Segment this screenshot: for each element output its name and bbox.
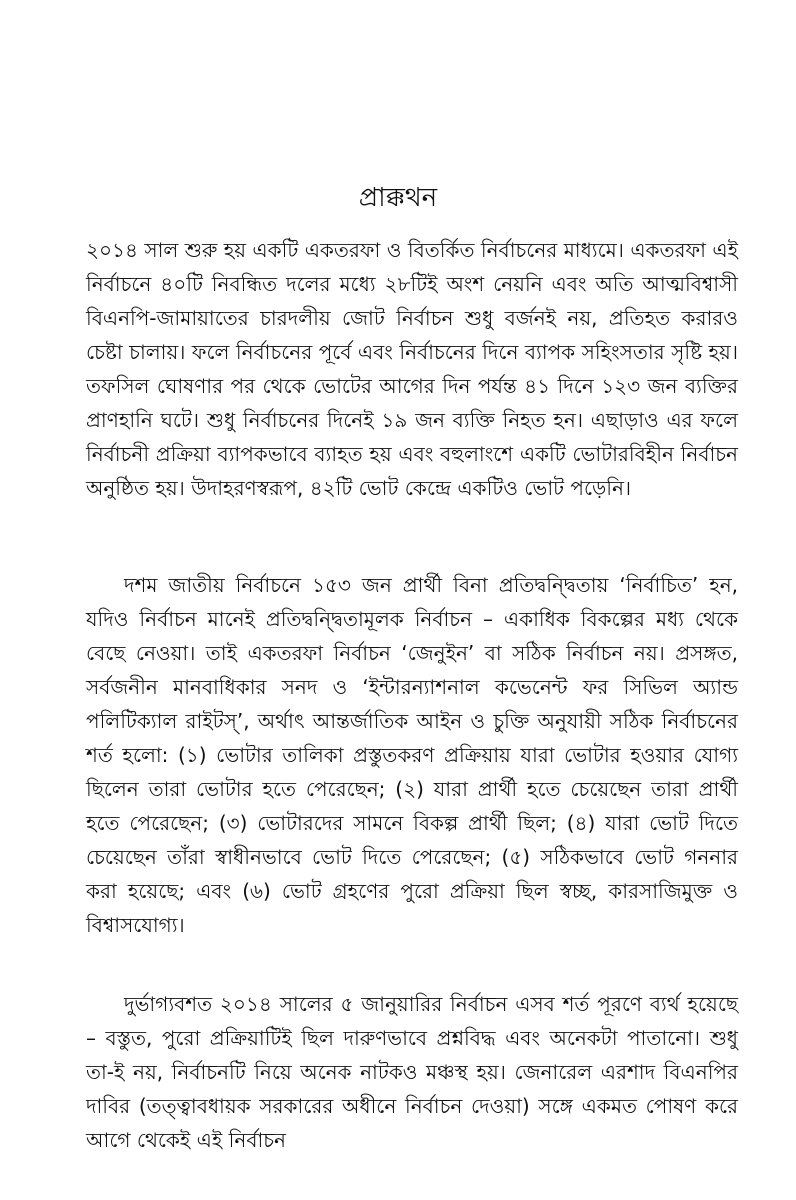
page-title: প্রাক্কথন bbox=[358, 183, 438, 213]
paragraph-1: ২০১৪ সাল শুরু হয় একটি একতরফা ও বিতর্কিত নির্বাচনের মাধ্যমে। একতরফা এই নির্বাচনে ৪০টি নিবন্ধিত দলের মধ্যে ২৮টিই অংশ নেয়নি এবং অতি আত্মবিশ্বাসী বিএনপি-জামায়াতের চারদলীয় জোট নির্বাচন শুধু বর্জনই নয়, প্রতিহত করারও চেষ্টা চালায়। ফলে নির্বাচনের পূর্বে এবং নির্বাচনের দিনে ব্যাপক সহিংসতার সৃষ্টি হয়। তফসিল ঘোষণার পর থেকে ভোটের আগের দিন পর্যন্ত ৪১ দিনে ১২৩ জন ব্যক্তির প্রাণহানি ঘটে। শুধু নির্বাচনের দিনেই ১৯ জন ব্যক্তি নিহত হন। এছাড়াও এর ফলে নির্বাচনী প্রক্রিয়া ব্যাপকভাবে ব্যাহত হয় এবং বহুলাংশে একটি ভোটারবিহীন নির্বাচন অনুষ্ঠিত হয়। উদাহরণস্বরূপ, ৪২টি ভোট কেন্দ্রে একটিও ভোট পড়েনি। bbox=[86, 238, 738, 500]
paragraph-2: দশম জাতীয় নির্বাচনে ১৫৩ জন প্রার্থী বিনা প্রতিদ্বন্দ্বিতায় ‘নির্বাচিত’ হন, যদিও নির্বাচন মানেই প্রতিদ্বন্দ্বিতামূলক নির্বাচন – একাধিক বিকল্পের মধ্য থেকে বেছে নেওয়া। তাই একতরফা নির্বাচন ‘জেনুইন’ বা সঠিক নির্বাচন নয়। প্রসঙ্গত, সর্বজনীন মানবাধিকার সনদ ও ‘ইন্টারন্যাশনাল কভেনেন্ট ফর সিভিল অ্যান্ড পলিটিক্যাল রাইটস্’, অর্থাৎ আন্তর্জাতিক আইন ও চুক্তি অনুযায়ী সঠিক নির্বাচনের শর্ত হলো: (১) ভোটার তালিকা প্রস্তুতকরণ প্রক্রিয়ায় যারা ভোটার হওয়ার যোগ্য ছিলেন তারা ভোটার হতে পেরেছেন; (২) যারা প্রার্থী হতে চেয়েছেন তারা প্রার্থী হতে পেরেছেন; (৩) ভোটারদের সামনে বিকল্প প্রার্থী ছিল; (৪) যারা ভোট দিতে চেয়েছেন তাঁরা স্বাধীনভাবে ভোট দিতে পেরেছেন; (৫) সঠিকভাবে ভোট গননার করা হয়েছে; এবং (৬) ভোট গ্রহণের পুরো প্রক্রিয়া ছিল স্বচ্ছ, কারসাজিমুক্ত ও বিশ্বাসযোগ্য। bbox=[86, 573, 738, 937]
paragraph-3: দুর্ভাগ্যবশত ২০১৪ সালের ৫ জানুয়ারির নির্বাচন এসব শর্ত পূরণে ব্যর্থ হয়েছে – বস্তুত, পুরো প্রক্রিয়াটিই ছিল দারুণভাবে প্রশ্নবিদ্ধ এবং অনেকটা পাতানো। শুধু তা-ই নয়, নির্বাচনটি নিয়ে অনেক নাটকও মঞ্চস্থ হয়। জেনারেল এরশাদ বিএনপির দাবির (তত্ত্বাবধায়ক সরকারের অধীনে নির্বাচন দেওয়া) সঙ্গে একমত পোষণ করে আগে থেকেই এই নির্বাচন bbox=[86, 992, 738, 1152]
